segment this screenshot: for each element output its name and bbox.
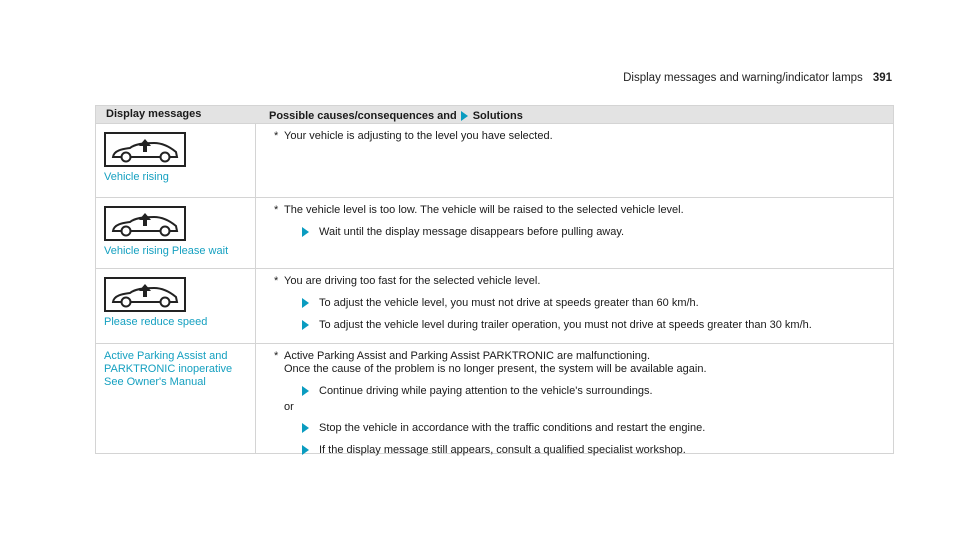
table-row — [96, 343, 893, 456]
cause-cell — [256, 124, 893, 197]
display-message: Active Parking Assist and — [104, 350, 228, 362]
cause-cell — [256, 344, 893, 456]
page-number: 391 — [872, 72, 892, 84]
vehicle-rising-icon — [104, 277, 186, 312]
solution-item: To adjust the vehicle level, you must not drive at speeds greater than 60 km/h. — [302, 297, 893, 309]
solution-item: To adjust the vehicle level during trailer operation, you must not drive at speeds greater than 30 km/h. — [302, 319, 893, 331]
cause-text-continued: Once the cause of the problem is no longer present, the system will be available again. — [284, 363, 707, 375]
message-cell — [96, 269, 256, 343]
solution-item: Continue driving while paying attention to the vehicle's surroundings. — [302, 385, 893, 397]
col-header-solutions-label: Solutions — [472, 109, 523, 122]
display-message: Please reduce speed — [104, 316, 208, 328]
arrow-icon — [302, 320, 309, 330]
message-cell — [96, 124, 256, 197]
vehicle-rising-icon — [104, 206, 186, 241]
table-row — [96, 123, 893, 197]
cause-cell — [256, 198, 893, 268]
table-row — [96, 268, 893, 343]
table-header — [96, 106, 893, 123]
cause-cell — [256, 269, 893, 343]
message-cell — [96, 198, 256, 268]
section-title: Display messages and warning/indicator lamps — [623, 72, 863, 84]
cause-text: * You are driving too fast for the selected vehicle level. — [274, 275, 541, 287]
col-header-causes — [256, 106, 893, 123]
display-message: Vehicle rising — [104, 171, 169, 183]
arrow-icon — [302, 386, 309, 396]
solution-item: If the display message still appears, consult a qualified specialist workshop. — [302, 444, 893, 456]
or-label: or — [284, 401, 294, 413]
vehicle-rising-icon — [104, 132, 186, 167]
display-message: See Owner's Manual — [104, 376, 206, 388]
cause-text: * Active Parking Assist and Parking Assist PARKTRONIC are malfunctioning. — [274, 350, 650, 362]
display-messages-table — [95, 105, 894, 454]
page-header — [623, 72, 892, 84]
table-row — [96, 197, 893, 268]
col-header-messages: Display messages — [106, 108, 202, 120]
display-message: PARKTRONIC inoperative — [104, 363, 233, 375]
col-header-causes-label: Possible causes/consequences and — [269, 109, 457, 122]
cause-text: * Your vehicle is adjusting to the level you have selected. — [274, 130, 553, 142]
arrow-icon — [302, 298, 309, 308]
solution-item: Wait until the display message disappears before pulling away. — [302, 226, 893, 238]
display-message: Vehicle rising Please wait — [104, 245, 229, 257]
arrow-icon — [302, 445, 309, 455]
arrow-icon — [302, 227, 309, 237]
arrow-icon — [302, 423, 309, 433]
message-cell — [96, 344, 256, 453]
cause-text: * The vehicle level is too low. The vehicle will be raised to the selected vehicle level. — [274, 204, 684, 216]
solution-item: Stop the vehicle in accordance with the traffic conditions and restart the engine. — [302, 422, 893, 434]
arrow-icon — [461, 111, 468, 121]
